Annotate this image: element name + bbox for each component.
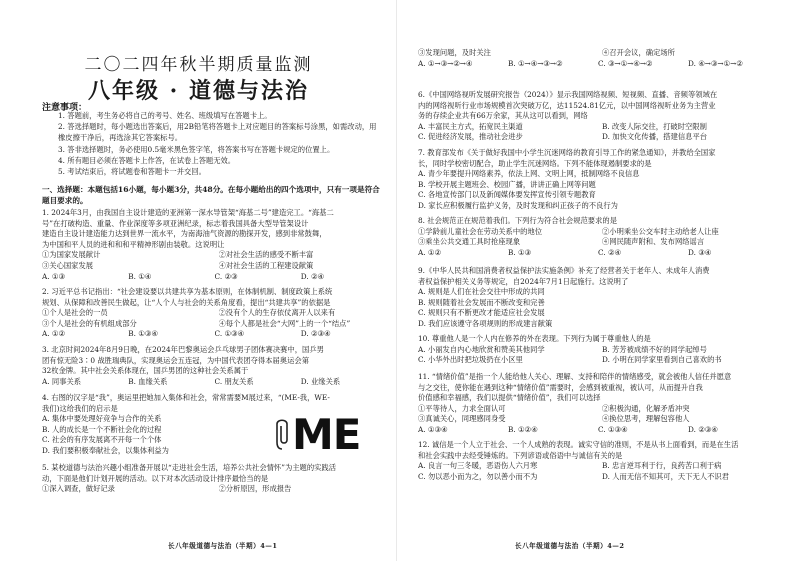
- q1-statement: ④对社会生活的工程建设献策: [218, 260, 314, 270]
- q1-choice: C. ②③: [214, 271, 238, 281]
- q11-choice: A. ①③④: [418, 424, 448, 434]
- q12-option: D. 人而无信不知其可，天下无人不识君: [602, 471, 729, 481]
- q8-statement: ④网民随声附和、发布网络谣言: [602, 237, 705, 247]
- q12-option: C. 勿以恶小而为之，勿以善小而不为: [418, 471, 538, 481]
- q8-statements: [418, 227, 778, 248]
- q10-option: C. 小华外出时把垃圾扔在小区里: [418, 355, 523, 365]
- q1-line: 为中国和平人员的进和和和平精神形剧由装敬。这说明让: [42, 239, 225, 249]
- q11-choices: [418, 425, 778, 436]
- q5-step: ②分析原因，形成报告: [218, 484, 292, 494]
- q5-step: ④召开会议，确定场所: [602, 48, 675, 57]
- q8-statement: ③乘坐公共交通工具时抢座现象: [418, 237, 521, 247]
- q3-choice: D. 业缘关系: [300, 376, 341, 386]
- notes-heading: 注意事项：: [42, 103, 88, 113]
- q11-choice: D. ②③④: [688, 424, 718, 434]
- q1-line: 号”在打破构造、重量、作业深度等多项亚洲纪录，标志着我国具备大型导管架设计: [42, 218, 309, 228]
- q7-line: 7. 教育部发布《关于做好我国中小学生沉迷网络的教育引导工作的紧急通知》，并教给全国家: [418, 148, 716, 157]
- question-10: [418, 334, 778, 366]
- q5-line: 5. 某校道德与法治兴趣小组准备开展以“走进社会生活，培养公共社会情怀”为主题的实践活: [42, 463, 337, 472]
- q11-statement: ④换位思考，理解包容他人: [602, 414, 690, 424]
- q5-line: 动，下面是他们计划开展的活动。以下对本次活动设计排序最恰当的是: [42, 473, 269, 483]
- q1-statements: [42, 250, 387, 271]
- q2-statement: ①个人是社会的一员: [42, 308, 108, 318]
- q4-options: [42, 414, 267, 456]
- q3-choices: [42, 377, 387, 388]
- q2-choice: C. ①③④: [214, 329, 245, 339]
- q1-statement: ③关心国家发展: [42, 260, 94, 270]
- note-line: 4. 所有题目必须在答题卡上作答，在试卷上答题无效。: [58, 155, 236, 165]
- q5-choice: D. ④→③→①→②: [688, 58, 743, 68]
- q7-option: D. 家长应积极履行监护义务，及时发现和纠正孩子的不良行为: [418, 200, 618, 210]
- q8-choice: B. ①③: [508, 247, 532, 257]
- q6-options: [418, 122, 778, 143]
- exam-title: 二〇二四年秋半期质量监测: [84, 55, 313, 75]
- q12-line: 和社会实践中去经受锤炼的。下列谚语或俗语中与诚信有关的是: [418, 450, 623, 460]
- q12-options: [418, 461, 778, 482]
- q3-line: 团有惊无险3∶0 战胜瑞典队，实现奥运会五连冠，为中国代表团夺得本届奥运会第: [42, 355, 309, 365]
- q6-line: 务的存续企业共有66万余家，其从这可以看到，网络: [418, 111, 588, 121]
- q8-choice: A. ①②: [418, 247, 441, 257]
- q2-statements: [42, 308, 387, 329]
- q9-option: B. 规则随着社会发展而不断改变和完善: [418, 297, 545, 307]
- q9-option: A. 规则是人们在社会交往中形成的共同: [418, 287, 545, 297]
- q5-choice: B. ①→④→③→②: [508, 58, 563, 68]
- q2-statement: ②没有个人的生存依仗离开人以来有: [218, 308, 336, 318]
- question-5: [42, 463, 387, 495]
- q2-statement: ③个人是社会的有机组成部分: [42, 318, 137, 328]
- q9-option: D. 我们应该遵守各项规则的形成建言献策: [418, 318, 553, 328]
- question-5-continued: [418, 48, 778, 69]
- question-3: [42, 345, 387, 387]
- q6-line: 内的网络视听行业市场规模首次突破万亿，达11524.81亿元，以中国网络视听业务为主营业: [418, 100, 716, 110]
- q5-choice: C. ③→①→④→②: [598, 58, 653, 68]
- q11-line: 与之交往，使你能在遇到这种“情绪价值”需要时，会感到被重视，被认可，从而提升自我: [418, 382, 703, 392]
- q3-choice: A. 同事关系: [42, 376, 82, 386]
- q3-choice: C. 朋友关系: [214, 376, 254, 386]
- q10-option: B. 芳芳被成绩不好的同学起绰号: [602, 344, 707, 354]
- question-6: [418, 90, 778, 143]
- q4-option: B. 人的成长是一个不断社会化的过程: [42, 424, 162, 434]
- q1-line: 建造自主设计建造能力达到世界一流水平，为南海油气资源的勘探开发，感到非常鼓舞，: [42, 229, 327, 239]
- question-8: [418, 216, 778, 258]
- question-12: [418, 440, 778, 482]
- q8-statement: ②小明乘坐公交车时主动给老人让座: [602, 226, 719, 236]
- q1-choice: B. ①④: [128, 271, 152, 281]
- note-line: 3. 答非选择题时，务必使用0.5毫米黑色签字笔，将答案书写在答题卡规定的位置上。: [58, 144, 335, 154]
- page-footer-right: 长八年级道德与法治（半期）4—2: [515, 542, 625, 550]
- q7-line: 长，同时学校密切配合，助止学生沉迷网络。下列不能体现遏制要求的是: [418, 158, 652, 168]
- q5-step: ①深入调查，做好记录: [42, 484, 115, 494]
- q3-choice: B. 血缘关系: [128, 376, 168, 386]
- q9-line: 者权益保护相关义务等规定，自2024年7月1日起施行。这说明了: [418, 276, 629, 286]
- q6-option: B. 改变人际交往，打破时空限制: [602, 121, 707, 131]
- q11-choice: B. ①②④: [508, 424, 538, 434]
- q12-option: B. 忠言逆耳利于行，良药苦口利于病: [602, 461, 722, 471]
- q2-statement: ④每个人都是社会“大网”上的一个“结点”: [218, 318, 351, 328]
- q4-option: A. 集体中要处理好竞争与合作的关系: [42, 414, 162, 424]
- q5-step: ③发现问题，及时关注: [418, 48, 491, 57]
- q1-line: 1. 2024年3月，由我国自主设计建造的亚洲第一深水导管架“海基二号”建造完工。“海基二: [42, 208, 334, 217]
- section-heading: 一、选择题：本题包括16小题，每小题3分，共48分。在每小题给出的四个选项中，只有一项是符合题目要求的。: [42, 185, 380, 205]
- q11-choice: C. ①③④: [598, 424, 628, 434]
- q6-line: 6.《中国网络视听发展研究报告（2024）》显示我国网络视频、短视频、直播、音频等领域在: [418, 90, 718, 99]
- q3-line: 32枚金牌。其中社会关系体现在，国乒男团的这种社会关系属于: [42, 366, 249, 376]
- q7-option: C. 各地宣传部门以及新闻媒体要发挥宣传引领专题教育: [418, 190, 596, 200]
- question-11: [418, 372, 778, 436]
- q2-choice: D. ②③④: [300, 329, 331, 339]
- q11-statement: ②积极沟通，化解矛盾冲突: [602, 403, 690, 413]
- q2-line: 规划、从保障和改善民生做起，让“人个人与社会的关系角度看，提出“共建共享”的依据是: [42, 297, 331, 307]
- q1-choice: A. ①③: [42, 271, 65, 281]
- question-7: [418, 148, 778, 212]
- note-line: 1. 答题前，考生务必将自己的考号、姓名、班级填写在答题卡上。: [58, 111, 272, 120]
- q5-steps: [42, 484, 387, 495]
- q10-options: [418, 345, 778, 366]
- q1-choice: D. ②④: [300, 271, 325, 281]
- q7-option: A. 青少年要提升网络素养，依法上网、文明上网，抵制网络不良信息: [418, 169, 640, 179]
- q10-line: 10. 尊重他人是一个人内在修养的外在表现。下列行为属于尊重他人的是: [418, 334, 651, 343]
- q5-steps-cont: [418, 48, 778, 59]
- q12-option: A. 良言一句三冬暖，恶语伤人六月寒: [418, 461, 538, 471]
- q11-statements: [418, 404, 778, 425]
- q11-line: 价值感和幸福感，我们以提供“情绪价值”，我们可以选择: [418, 393, 601, 403]
- note-line: 橡皮擦干净后，再选涂其它答案标号。: [58, 133, 183, 143]
- q11-statement: ①平等待人，力求全面认可: [418, 403, 506, 413]
- q10-option: A. 小丽发自内心地欣赏和赞美其他同学: [418, 344, 545, 354]
- q2-choices: [42, 329, 387, 340]
- q11-line: 11. “情绪价值”是指一个人能给他人关心、理解、支持和陪伴的情绪感受，就会被他人信任并愿意: [418, 372, 732, 381]
- question-1: [42, 208, 387, 282]
- q1-statement: ②对社会生活的感受不断丰富: [218, 250, 314, 260]
- question-9: [418, 266, 778, 330]
- notes-list: [58, 110, 378, 177]
- note-line: 5. 考试结束后，将试题卷和答题卡一并交回。: [58, 167, 206, 177]
- page-footer-left: 长八年级道德与法治（半期）4—1: [168, 542, 278, 550]
- q7-option: B. 学校开展主题班会、校园广播，讲讲正确上网等问题: [418, 179, 596, 189]
- q1-statement: ①为国家发展献计: [42, 250, 101, 260]
- q11-statement: ③真诚关心，同理感同身受: [418, 414, 506, 424]
- q2-choice: B. ①③④: [128, 329, 158, 339]
- q6-option: C. 促进经济发展，推动社会进步: [418, 132, 523, 142]
- q10-option: D. 小明在同学家里看到自己喜欢的书: [602, 355, 722, 365]
- question-2: [42, 287, 387, 340]
- q2-choice: A. ①②: [42, 329, 65, 339]
- q6-option: A. 丰富民主方式，拓宽民主渠道: [418, 121, 523, 131]
- q2-line: 2. 习近平总书记指出：“社会建设要以共建共享为基本原则，在体制机制、制度政策上系统: [42, 287, 333, 296]
- q1-choices: [42, 272, 387, 283]
- subject-title: 八年级 · 道德与法治: [88, 78, 309, 104]
- q9-line: 9.《中华人民共和国消费者权益保护法实施条例》补充了经营者关于老年人、未成年人消费: [418, 266, 710, 275]
- q4-line: 我们)这给我们的启示是: [42, 403, 118, 413]
- q4-option: C. 社会的有序发展离不开每一个个体: [42, 435, 162, 445]
- q6-option: D. 加快文化传播，搭建信息平台: [602, 132, 708, 142]
- paperclip-icon: [274, 416, 290, 452]
- q4-line: 4. 右图的汉字是“我”，奥运里把她加入集体和社会，常常需要M展过来，“(ME-我，WE-: [42, 393, 330, 402]
- q3-line: 3. 北京时间2024年8月9日晚，在2024年巴黎奥运会乒乓球男子团体赛决赛中，国乒男: [42, 345, 324, 354]
- q8-choice: C. ②④: [598, 247, 622, 257]
- q8-statement: ①学龄前儿童社会在劳动关系中的地位: [418, 226, 543, 236]
- q9-option: C. 规则只有不断更改才能适应社会发展: [418, 308, 545, 318]
- q5-choice: A. ①→③→②→④: [418, 58, 473, 68]
- me-logo-image: ME: [292, 410, 361, 459]
- q8-choices: [418, 248, 778, 259]
- q8-choice: D. ③④: [688, 247, 712, 257]
- q8-line: 8. 社会规范正在规范着我们。下列行为符合社会规范要求的是: [418, 216, 617, 225]
- note-line: 2. 答选择题时，每小题选出答案后，用2B铅笔将答题卡上对应题目的答案标号涂黑，如需改动，用: [58, 122, 377, 132]
- q12-line: 12. 诚信是一个人立于社会、一个人成熟的表现。诚实守信的准则，不是从书上面看到，而是在生活: [418, 440, 739, 449]
- q5-choices: [418, 59, 778, 70]
- q4-option: D. 我们要积极奉献社会，以集体利益为: [42, 445, 169, 455]
